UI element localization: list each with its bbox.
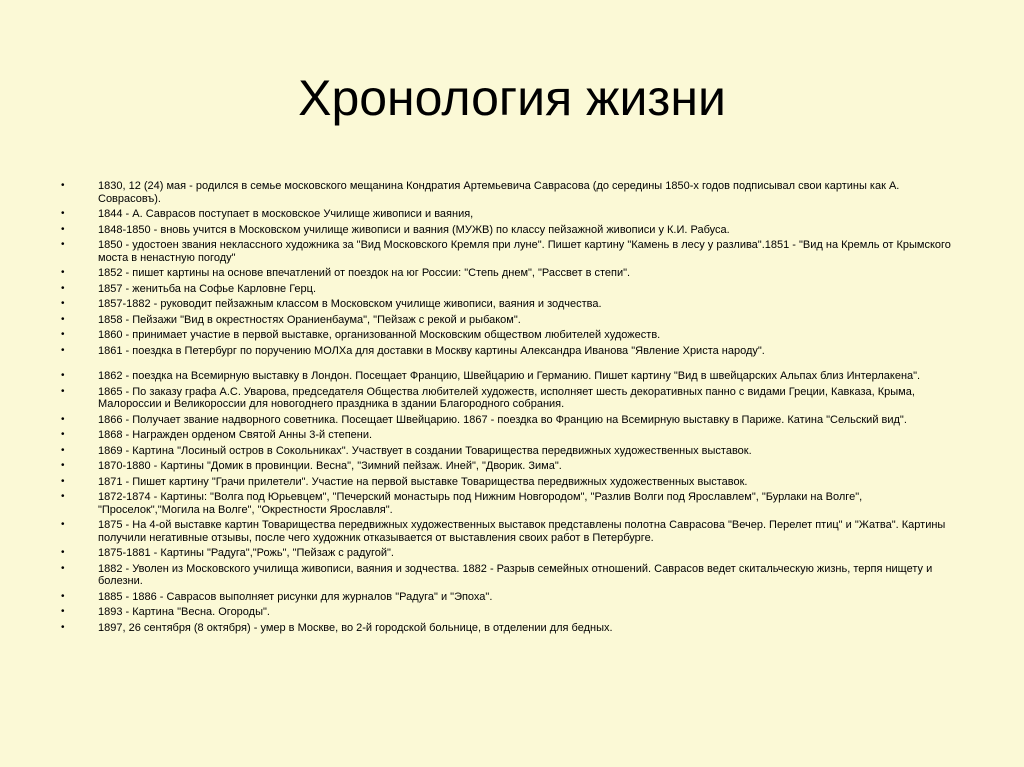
timeline-item	[55, 606, 965, 619]
bullet-icon: •	[61, 519, 65, 531]
bullet-icon: •	[61, 590, 65, 602]
timeline-item	[55, 224, 965, 237]
timeline-item	[55, 460, 965, 473]
bullet-icon: •	[61, 313, 65, 325]
timeline-item-text: 1852 - пишет картины на основе впечатлений от поездок на юг России: "Степь днем", "Рассвет в степи".	[98, 267, 631, 280]
timeline-item	[55, 267, 965, 280]
timeline-item-text: 1872-1874 - Картины: "Волга под Юрьевцем", "Печерский монастырь под Нижним Новгородом", "Разлив Волги под Ярославлем", "Бурлаки на Волге", "Проселок","Могила на Волге", "Окрестности Ярославля".	[98, 491, 863, 516]
bullet-icon: •	[61, 344, 65, 356]
timeline-item-text: 1844 - А. Саврасов поступает в московское Училище живописи и ваяния,	[98, 208, 474, 221]
timeline-item	[55, 370, 965, 383]
bullet-icon: •	[61, 267, 65, 279]
timeline-item	[55, 239, 965, 264]
timeline-item-text: 1861 - поездка в Петербург по поручению МОЛХа для доставки в Москву картины Александра Иванова "Явление Христа народу".	[98, 344, 765, 357]
timeline-item-text: 1858 - Пейзажи "Вид в окрестностях Ораниенбаума", "Пейзаж с рекой и рыбаком".	[98, 313, 521, 326]
timeline-item	[55, 563, 965, 588]
timeline-item-text: 1885 - 1886 - Саврасов выполняет рисунки для журналов "Радуга" и "Эпоха".	[98, 590, 493, 603]
timeline-item-text: 1848-1850 - вновь учится в Московском училище живописи и ваяния (МУЖВ) по классу пейзажной живописи у К.И. Рабуса.	[98, 223, 730, 236]
timeline-item-text: 1860 - принимает участие в первой выставке, организованной Московским обществом любителей художеств.	[98, 329, 661, 342]
timeline-list	[55, 180, 965, 637]
timeline-item-text: 1868 - Награжден орденом Святой Анны 3-й степени.	[98, 429, 373, 442]
timeline-item-text: 1857 - женитьба на Софье Карловне Герц.	[98, 282, 317, 295]
timeline-item-text: 1850 - удостоен звания неклассного художника за "Вид Московского Кремля при луне". Пишет картину "Камень в лесу у разлива".1851 - "Вид на Кремль от Крымского моста в ненастную погоду"	[98, 239, 951, 264]
timeline-item	[55, 298, 965, 311]
timeline-item	[55, 519, 965, 544]
timeline-item	[55, 547, 965, 560]
timeline-item	[55, 208, 965, 221]
bullet-icon: •	[61, 385, 65, 397]
timeline-item	[55, 180, 965, 205]
bullet-icon: •	[61, 562, 65, 574]
bullet-icon: •	[61, 621, 65, 633]
bullet-icon: •	[61, 239, 65, 251]
bullet-icon: •	[61, 475, 65, 487]
bullet-icon: •	[61, 606, 65, 618]
slide-title: Хронология жизни	[298, 70, 726, 126]
timeline-item	[55, 414, 965, 427]
bullet-icon: •	[61, 298, 65, 310]
timeline-item-text: 1882 - Уволен из Московского училища живописи, ваяния и зодчества. 1882 - Разрыв семейных отношений. Саврасов ведет скитальческую жизнь, терпя нищету и болезни.	[98, 562, 933, 588]
timeline-item	[55, 329, 965, 342]
timeline-item-text: 1893 - Картина "Весна. Огороды".	[98, 606, 270, 619]
bullet-icon: •	[61, 180, 65, 191]
timeline-item-text: 1857-1882 - руководит пейзажным классом в Московском училище живописи, ваяния и зодчества.	[98, 298, 602, 311]
timeline-item	[55, 345, 965, 358]
bullet-icon: •	[61, 413, 65, 425]
timeline-item	[55, 314, 965, 327]
bullet-icon: •	[61, 208, 65, 220]
timeline-item	[55, 491, 965, 516]
timeline-item	[55, 622, 965, 635]
timeline-item	[55, 591, 965, 604]
bullet-icon: •	[61, 282, 65, 294]
timeline-item	[55, 445, 965, 458]
timeline-item-text: 1870-1880 - Картины "Домик в провинции. Весна", "Зимний пейзаж. Иней", "Дворик. Зима".	[98, 460, 562, 473]
timeline-item-text: 1869 - Картина "Лосиный остров в Сокольниках". Участвует в создании Товарищества передвижных художественных выставок.	[98, 444, 752, 457]
timeline-item-text: 1897, 26 сентября (8 октября) - умер в Москве, во 2-й городской больнице, в отделении для бедных.	[98, 621, 613, 634]
timeline-item	[55, 429, 965, 442]
timeline-item	[55, 476, 965, 489]
timeline-item-text: 1865 - По заказу графа А.С. Уварова, председателя Общества любителей художеств, исполняет шесть декоративных панно с видами Греции, Кавказа, Крыма, Малороссии и Великороссии для новогоднего праздника в здании Благородного собрания.	[98, 385, 915, 411]
bullet-icon: •	[61, 329, 65, 341]
timeline-item-text: 1866 - Получает звание надворного советника. Посещает Швейцарию. 1867 - поездка во Францию на Всемирную выставку в Париже. Катина "Сельский вид".	[98, 413, 907, 426]
timeline-item	[55, 283, 965, 296]
timeline-item-text: 1871 - Пишет картину "Грачи прилетели". Участие на первой выставке Товарищества передвижных художественных выставок.	[98, 475, 748, 488]
timeline-item	[55, 386, 965, 411]
timeline-item-text: 1862 - поездка на Всемирную выставку в Лондон. Посещает Францию, Швейцарию и Германию. Пишет картину "Вид в швейцарских Альпах близ Интерлакена".	[98, 370, 921, 383]
bullet-icon: •	[61, 429, 65, 441]
bullet-icon: •	[61, 444, 65, 456]
timeline-item-text: 1830, 12 (24) мая - родился в семье московского мещанина Кондратия Артемьевича Саврасова (до середины 1850-х годов подписывал свои картины как А. Соврасовъ).	[98, 180, 900, 205]
bullet-icon: •	[61, 460, 65, 472]
bullet-icon: •	[61, 491, 65, 503]
bullet-icon: •	[61, 223, 65, 235]
timeline-item-text: 1875 - На 4-ой выставке картин Товарищества передвижных художественных выставок представлены полотна Саврасова "Вечер. Перелет птиц" и "Жатва". Картины получили негативные отзывы, после чего художник отказывается от выставления своих работ в Петербурге.	[98, 519, 946, 544]
bullet-icon: •	[61, 370, 65, 382]
timeline-item-text: 1875-1881 - Картины "Радуга","Рожь", "Пейзаж с радугой".	[98, 547, 394, 560]
bullet-icon: •	[61, 547, 65, 559]
